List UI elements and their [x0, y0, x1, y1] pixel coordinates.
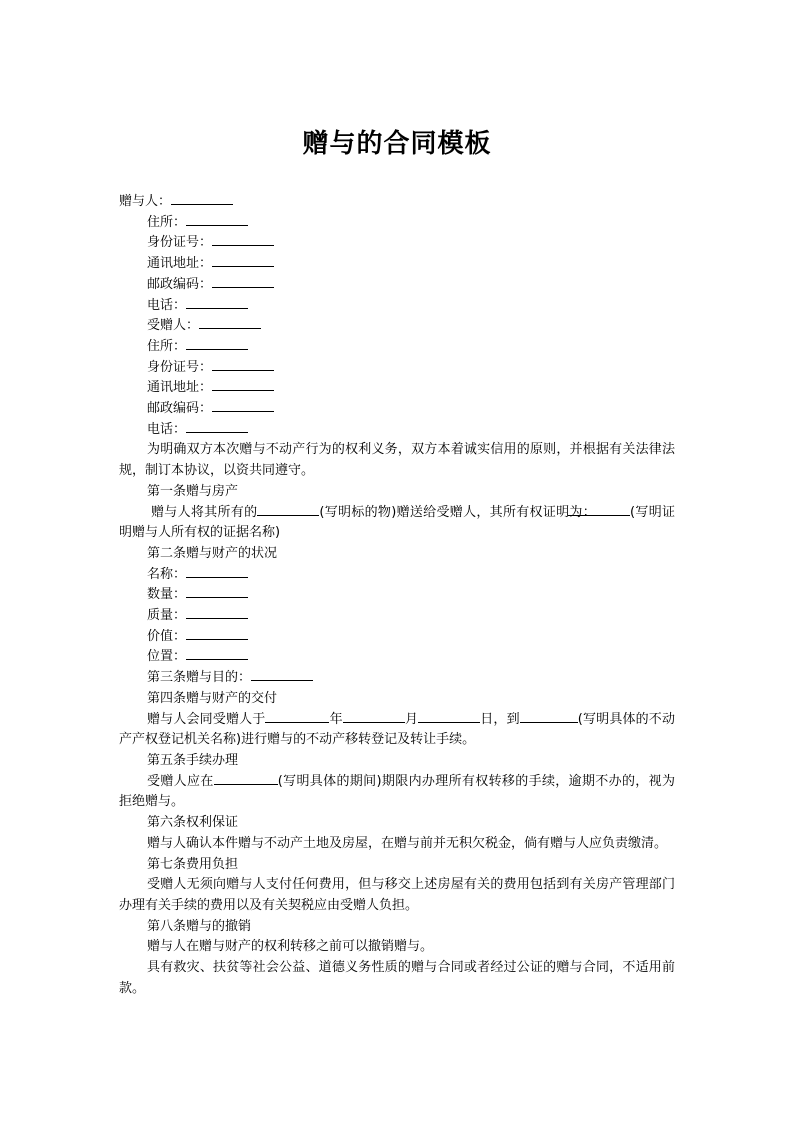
donee-name-label: 受赠人： [147, 318, 200, 334]
donee-phone-line [119, 420, 675, 441]
delivery-year-blank[interactable] [265, 710, 329, 723]
article-4-text-a: 赠与人会同受赠人于 [147, 711, 266, 727]
donor-name-blank[interactable] [171, 192, 233, 205]
article-5-heading: 第五条手续办理 [147, 752, 239, 768]
donee-address-blank[interactable] [186, 337, 248, 350]
day-label: 日，到 [480, 711, 520, 727]
donor-postcode-label: 邮政编码： [147, 276, 213, 292]
article-3-line [119, 668, 675, 689]
article-6-paragraph: 赠与人确认本件赠与不动产土地及房屋，在赠与前并无积欠税金，倘有赠与人应负责缴清。 [147, 835, 668, 851]
article-6-heading: 第六条权利保证 [147, 815, 239, 831]
property-quality-blank[interactable] [186, 606, 248, 619]
donee-address-label: 住所： [147, 338, 187, 354]
article-1-text-c: (写明证明赠与人所有权的证据名称) [119, 504, 675, 541]
donor-phone-blank[interactable] [186, 296, 248, 309]
property-name-blank[interactable] [186, 565, 248, 578]
donee-mail-line [119, 378, 675, 399]
donor-id-label: 身份证号： [147, 235, 213, 251]
article-5-paragraph [119, 772, 675, 813]
article-7-paragraph: 受赠人无须向赠与人支付任何费用，但与移交上述房屋有关的费用包括到有关房产管理部门办理有关手续的费用以及有关契税应由受赠人负担。 [119, 877, 675, 913]
donor-address-blank[interactable] [186, 213, 248, 226]
donor-name-line [119, 192, 675, 213]
donee-name-blank[interactable] [199, 316, 261, 329]
article-4-paragraph [119, 710, 675, 751]
donor-postcode-line [119, 275, 675, 296]
donor-postcode-blank[interactable] [212, 275, 274, 288]
article-1-paragraph [119, 503, 675, 544]
donee-id-label: 身份证号： [147, 359, 213, 375]
article-3-heading: 第三条赠与目的： [147, 670, 252, 686]
article-7-heading: 第七条费用负担 [147, 856, 239, 872]
donee-postcode-line [119, 399, 675, 420]
donor-name-label: 赠与人： [119, 194, 172, 209]
article-2-heading: 第二条赠与财产的状况 [147, 545, 278, 561]
donee-mail-blank[interactable] [212, 378, 274, 391]
article-1-proof-blank[interactable] [568, 503, 630, 516]
contract-body [119, 192, 675, 999]
article-5-text-b: (写明具体的期间)期限内办理所有权转移的手续，逾期不办的，视为拒绝赠与。 [119, 773, 675, 810]
donee-phone-blank[interactable] [186, 420, 248, 433]
article-8-paragraph-2: 具有救灾、扶贫等社会公益、道德义务性质的赠与合同或者经过公证的赠与合同，不适用前款。 [119, 960, 675, 996]
property-name-label: 名称： [147, 566, 187, 582]
article-1-heading: 第一条赠与房产 [147, 483, 239, 499]
delivery-day-blank[interactable] [418, 710, 480, 723]
donor-id-blank[interactable] [212, 233, 274, 246]
property-location-line [119, 647, 675, 668]
donor-id-line [119, 233, 675, 254]
delivery-month-blank[interactable] [343, 710, 405, 723]
property-value-line [119, 627, 675, 648]
property-location-blank[interactable] [186, 647, 248, 660]
article-1-text-a: 赠与人将其所有的 [151, 504, 258, 520]
month-label: 月 [404, 711, 419, 727]
year-label: 年 [329, 711, 343, 727]
donor-mail-blank[interactable] [212, 254, 274, 267]
property-quantity-blank[interactable] [186, 585, 248, 598]
article-8-paragraph-1: 赠与人在赠与财产的权利转移之前可以撤销赠与。 [147, 939, 434, 955]
donee-name-line [119, 316, 675, 337]
donor-phone-label: 电话： [147, 297, 187, 313]
property-quantity-line [119, 585, 675, 606]
donee-postcode-blank[interactable] [212, 399, 274, 412]
registry-office-blank[interactable] [520, 710, 578, 723]
donor-address-label: 住所： [147, 214, 187, 230]
donee-address-line [119, 337, 675, 358]
article-1-object-blank[interactable] [257, 503, 319, 516]
property-name-line [119, 565, 675, 586]
donee-mail-label: 通讯地址： [147, 380, 213, 396]
property-value-blank[interactable] [186, 627, 248, 640]
property-value-label: 价值： [147, 628, 187, 644]
article-4-heading: 第四条赠与财产的交付 [147, 690, 278, 706]
purpose-blank[interactable] [251, 668, 313, 681]
article-1-text-b: (写明标的物)赠送给受赠人，其所有权证明为： [319, 504, 597, 520]
article-4-text-b: (写明具体的不动产产权登记机关名称)进行赠与的不动产移转登记及转让手续。 [119, 711, 675, 748]
donor-address-line [119, 213, 675, 234]
donor-mail-line [119, 254, 675, 275]
article-8-heading: 第八条赠与的撤销 [147, 918, 252, 934]
article-5-text-a: 受赠人应在 [147, 773, 214, 789]
property-quality-label: 质量： [147, 608, 187, 624]
property-quality-line [119, 606, 675, 627]
property-quantity-label: 数量： [147, 587, 187, 603]
donor-mail-label: 通讯地址： [147, 256, 213, 272]
period-blank[interactable] [214, 772, 278, 785]
donee-phone-label: 电话： [147, 421, 187, 437]
document-title: 赠与的合同模板 [302, 129, 492, 159]
preamble-paragraph: 为明确双方本次赠与不动产行为的权利义务，双方本着诚实信用的原则，并根据有关法律法规，制订本协议，以资共同遵守。 [119, 442, 675, 479]
property-location-label: 位置： [147, 649, 187, 665]
donee-id-blank[interactable] [212, 358, 274, 371]
donee-id-line [119, 358, 675, 379]
donee-postcode-label: 邮政编码： [147, 401, 213, 417]
donor-phone-line [119, 296, 675, 317]
